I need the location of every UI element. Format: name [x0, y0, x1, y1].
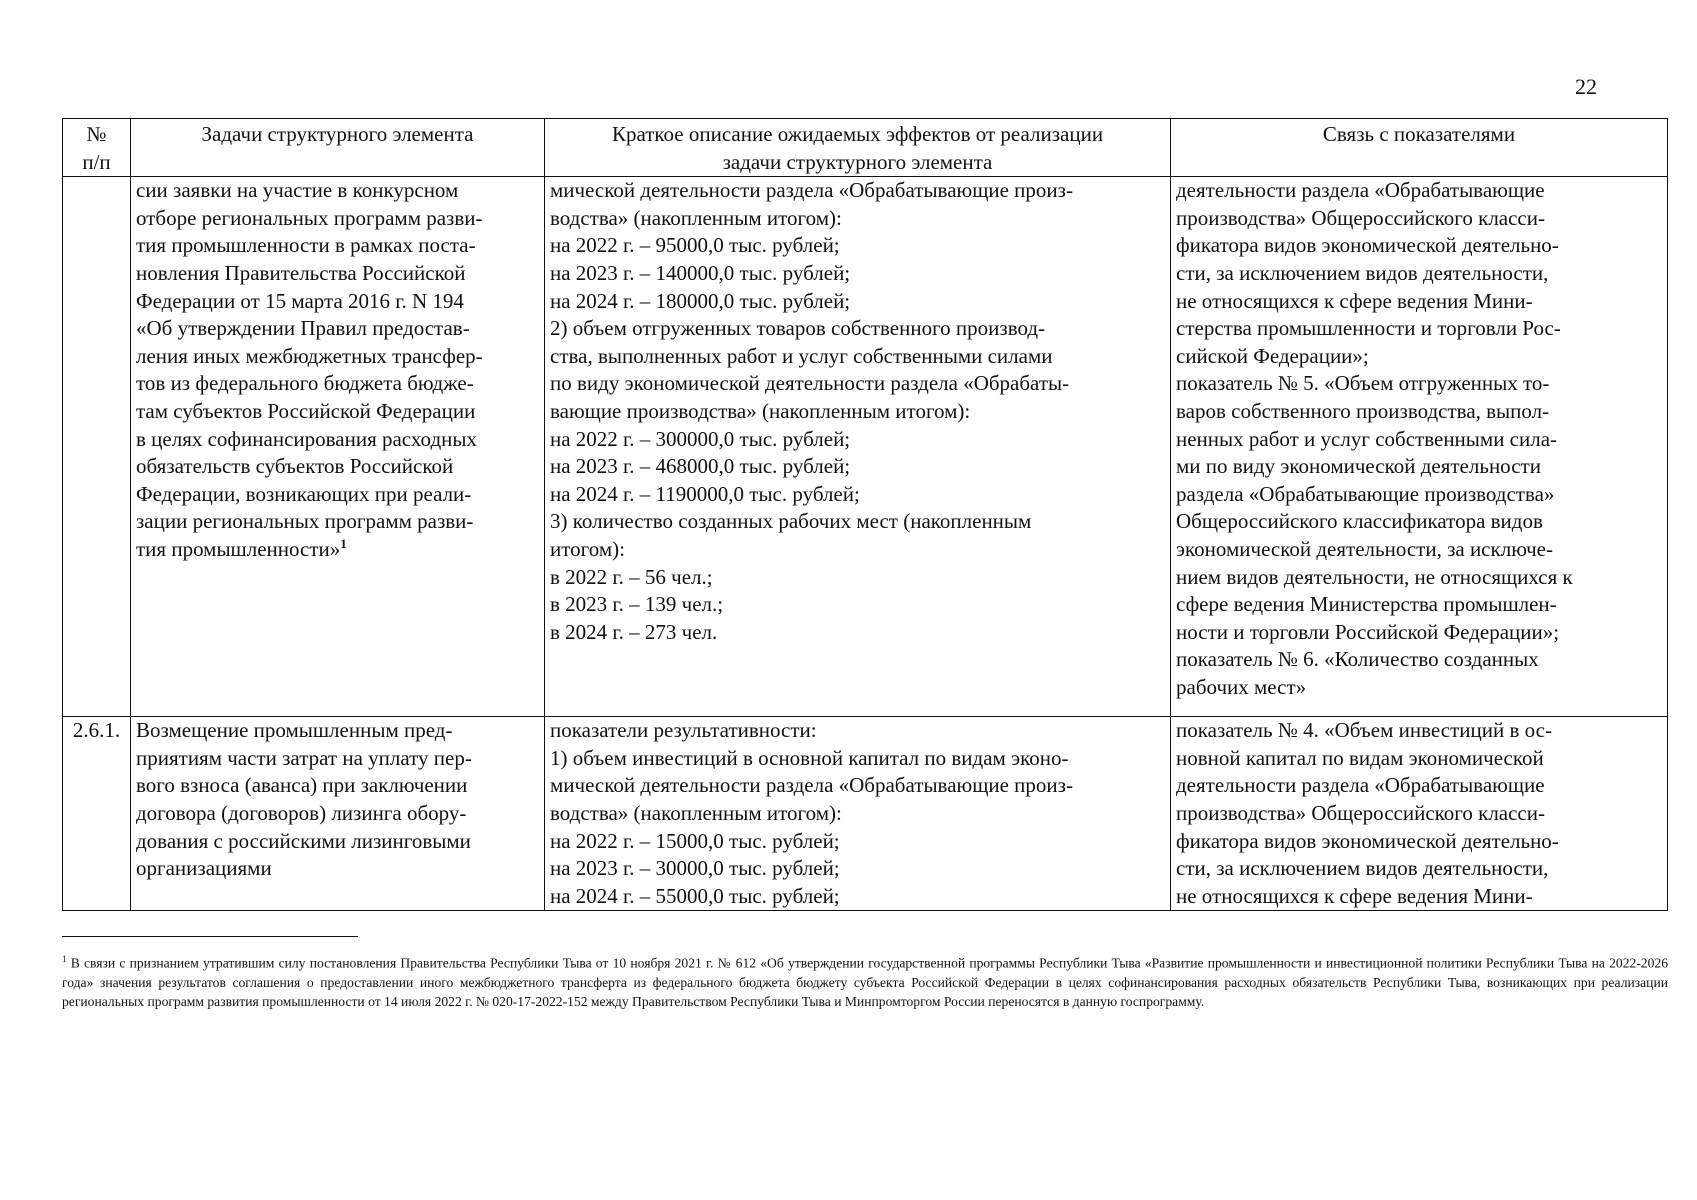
table-row — [63, 177, 1668, 717]
row-description: показатели результативности: 1) объем инвестиций в основной капитал по видам эконо- мической деятельности раздела «Обрабатывающие произ- водства» (накопленным итогом): на 2022 г. – 15000,0 тыс. рублей; на 2023 г. – 30000,0 тыс. рублей; на 2024 г. – 55000,0 тыс. рублей; — [545, 717, 1171, 911]
row-task-text: сии заявки на участие в конкурсном отборе региональных программ разви- тия промышленности в рамках поста- новления Правительства Российской Федерации от 15 марта 2016 г. N 194 «Об утверждении Правил предостав- ления иных межбюджетных трансфер- тов из федерального бюджета бюдже- там субъектов Российской Федерации в целях софинансирования расходных обязательств субъектов Российской Федерации, возникающих при реали- зации региональных программ разви- тия промышленности» — [136, 178, 483, 561]
header-indicators: Связь с показателями — [1171, 119, 1668, 177]
footnote-text: В связи с признанием утратившим силу постановления Правительства Республики Тыва от 10 ноября 2021 г. № 612 «Об утверждении государственной программы Республики Тыва «Развитие промышленности и инвестиционной политики Республики Тыва на 2022-2026 года» значения результатов соглашения о предоставлении иного межбюджетного трансферта из федерального бюджета бюджету субъекта Российской Федерации в целях софинансирования расходных обязательств Республики Тыва, возникающих при реализации региональных программ развития промышленности от 14 июля 2022 г. № 020-17-2022-152 между Правительством Республики Тыва и Минпромторгом России переносятся в данную госпрограмму. — [62, 955, 1668, 1009]
footnote-number: 1 — [62, 954, 67, 964]
table-row — [63, 717, 1668, 911]
page-number: 22 — [1575, 74, 1597, 99]
row-task: Возмещение промышленным пред- приятиям части затрат на уплату пер- вого взноса (аванса) при заключении договора (договоров) лизинга обору- дования с российскими лизинговыми организациями — [131, 717, 545, 911]
row-description: мической деятельности раздела «Обрабатывающие произ- водства» (накопленным итогом): на 2022 г. – 95000,0 тыс. рублей; на 2023 г. – 140000,0 тыс. рублей; на 2024 г. – 180000,0 тыс. рублей; 2) объем отгруженных товаров собственного производ- ства, выполненных работ и услуг собственными силами по виду экономической деятельности раздела «Обрабаты- вающие производства» (накопленным итогом): на 2022 г. – 300000,0 тыс. рублей; на 2023 г. – 468000,0 тыс. рублей; на 2024 г. – 1190000,0 тыс. рублей; 3) количество созданных рабочих мест (накопленным итогом): в 2022 г. – 56 чел.; в 2023 г. – 139 чел.; в 2024 г. – 273 чел. — [545, 177, 1171, 717]
row-number — [63, 177, 131, 717]
header-number: № п/п — [63, 119, 131, 177]
footnote-divider — [62, 936, 358, 937]
header-tasks: Задачи структурного элемента — [131, 119, 545, 177]
header-description: Краткое описание ожидаемых эффектов от реализации задачи структурного элемента — [545, 119, 1171, 177]
footnote — [62, 950, 1668, 1011]
row-indicators: деятельности раздела «Обрабатывающие производства» Общероссийского класси- фикатора видов экономической деятельно- сти, за исключением видов деятельности, не относящихся к сфере ведения Мини- стерства промышленности и торговли Рос- сийской Федерации»; показатель № 5. «Объем отгруженных то- варов собственного производства, выпол- ненных работ и услуг собственными сила- ми по виду экономической деятельности раздела «Обрабатывающие производства» Общероссийского классификатора видов экономической деятельности, за исключе- нием видов деятельности, не относящихся к сфере ведения Министерства промышлен- ности и торговли Российской Федерации»; показатель № 6. «Количество созданных рабочих мест» — [1171, 177, 1668, 717]
table-header-row — [63, 119, 1668, 177]
program-table — [62, 118, 1668, 911]
footnote-marker: 1 — [340, 535, 347, 551]
row-number: 2.6.1. — [63, 717, 131, 911]
row-task — [131, 177, 545, 717]
row-indicators: показатель № 4. «Объем инвестиций в ос- новной капитал по видам экономической деятельности раздела «Обрабатывающие производства» Общероссийского класси- фикатора видов экономической деятельно- сти, за исключением видов деятельности, не относящихся к сфере ведения Мини- — [1171, 717, 1668, 911]
